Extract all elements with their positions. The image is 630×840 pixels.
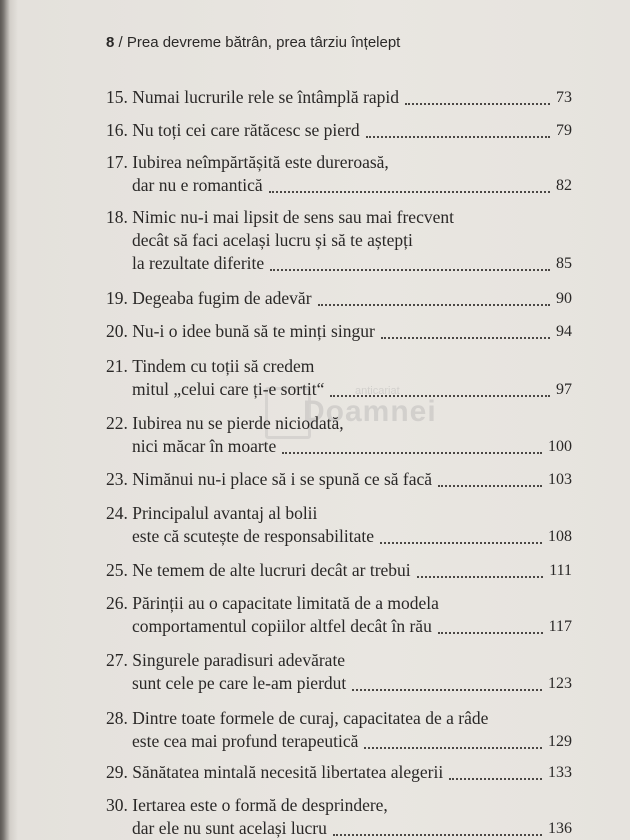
watermark-small-text: anticariat: [355, 385, 400, 397]
toc-entry-title: Sănătatea mintală necesită libertatea alegerii: [132, 762, 444, 782]
toc-entry: [106, 119, 572, 142]
toc-entry-title: Tindem cu toții să credem: [132, 356, 315, 376]
watermark-text: Doamnei: [303, 395, 437, 428]
toc-entry: [106, 86, 572, 109]
toc-entry-line: [106, 119, 572, 142]
toc-entry-title: dar ele nu sunt același lucru: [132, 818, 327, 838]
toc-entry-page: 85: [556, 255, 572, 272]
dot-leader: [438, 485, 542, 487]
toc-entry: [106, 468, 572, 491]
toc-entry-line: [106, 672, 572, 695]
table-of-contents: [106, 76, 572, 840]
header-page-number: 8: [106, 34, 115, 51]
toc-entry-line: [106, 525, 572, 548]
toc-entry-line: [106, 817, 572, 840]
toc-entry-page: 117: [548, 618, 572, 635]
toc-entry-number: 19.: [106, 288, 128, 308]
toc-entry-number: 23.: [106, 469, 128, 489]
toc-entry-line: [106, 794, 572, 817]
toc-entry-title: Nu toți cei care rătăcesc se pierd: [132, 120, 360, 140]
toc-entry-title: comportamentul copiilor altfel decât în rău: [132, 616, 432, 636]
toc-entry-line: [106, 287, 572, 310]
toc-entry-number: 25.: [106, 560, 128, 580]
toc-entry-title: Nu-i o idee bună să te minți singur: [132, 321, 375, 341]
toc-entry: [106, 151, 572, 197]
dot-leader: [270, 269, 550, 271]
toc-entry-page: 100: [548, 438, 572, 455]
toc-entry: [106, 320, 572, 343]
toc-entry-line: [106, 174, 572, 197]
toc-entry-line: [106, 86, 572, 109]
toc-entry-number: 22.: [106, 413, 128, 433]
toc-entry-number: 27.: [106, 650, 128, 670]
toc-entry-title: este cea mai profund terapeutică: [132, 731, 359, 751]
toc-entry-line: [106, 502, 572, 525]
toc-entry-title: Singurele paradisuri adevărate: [132, 650, 346, 670]
toc-entry-line: [106, 707, 572, 730]
toc-entry-line: [106, 730, 572, 753]
toc-entry-page: 82: [556, 177, 572, 194]
toc-entry-line: [106, 412, 572, 435]
toc-entry-title: Degeaba fugim de adevăr: [132, 288, 312, 308]
dot-leader: [417, 576, 544, 578]
toc-entry-line: [106, 435, 572, 458]
toc-entry-page: 133: [548, 764, 572, 781]
toc-entry-number: 21.: [106, 356, 128, 376]
toc-entry: [106, 761, 572, 784]
dot-leader: [352, 689, 542, 691]
toc-entry: [106, 287, 572, 310]
toc-entry-page: 79: [556, 122, 572, 139]
toc-entry: [106, 592, 572, 638]
toc-entry-page: 90: [556, 290, 572, 307]
toc-entry-page: 108: [548, 528, 572, 545]
toc-entry-page: 94: [556, 323, 572, 340]
toc-entry-title: sunt cele pe care le-am pierdut: [132, 673, 347, 693]
toc-entry-line: [106, 615, 572, 638]
toc-entry-page: 136: [548, 820, 572, 837]
dot-leader: [269, 191, 550, 193]
toc-entry: [106, 559, 572, 582]
toc-entry: [106, 649, 572, 695]
toc-entry: [106, 206, 572, 275]
toc-entry-title: Ne temem de alte lucruri decât ar trebui: [132, 560, 411, 580]
toc-entry-number: 24.: [106, 503, 128, 523]
toc-entry-number: 29.: [106, 762, 128, 782]
toc-entry-line: [106, 649, 572, 672]
toc-entry-page: 103: [548, 471, 572, 488]
toc-entry-line: [106, 229, 572, 252]
toc-entry-title: Iubirea neîmpărtășită este dureroasă,: [132, 152, 389, 172]
toc-entry-number: 18.: [106, 207, 128, 227]
toc-entry-title: Iertarea este o formă de desprindere,: [132, 795, 388, 815]
toc-entry-title: la rezultate diferite: [132, 253, 265, 273]
toc-entry-line: [106, 468, 572, 491]
dot-leader: [366, 136, 550, 138]
toc-entry-title: Iubirea nu se pierde niciodată,: [132, 413, 344, 433]
toc-entry-line: [106, 592, 572, 615]
toc-entry-line: [106, 355, 572, 378]
header-title: Prea devreme bătrân, prea târziu înțelept: [126, 34, 401, 51]
dot-leader: [364, 747, 542, 749]
toc-entry-page: 73: [556, 89, 572, 106]
toc-entry-title: Principalul avantaj al bolii: [132, 503, 318, 523]
toc-entry-number: 30.: [106, 795, 128, 815]
dot-leader: [282, 452, 542, 454]
running-header: [106, 34, 400, 51]
spine-shadow: [0, 0, 10, 840]
toc-entry-title: Părinții au o capacitate limitată de a modela: [132, 593, 439, 613]
dot-leader: [438, 632, 543, 634]
header-separator: /: [118, 34, 123, 51]
toc-entry-title: Nimănui nu-i place să i se spună ce să facă: [132, 469, 433, 489]
dot-leader: [333, 834, 542, 836]
toc-entry-page: 111: [549, 562, 572, 579]
toc-entry-title: Nimic nu-i mai lipsit de sens sau mai frecvent: [132, 207, 454, 227]
dot-leader: [449, 778, 542, 780]
toc-entry-line: [106, 151, 572, 174]
dot-leader: [318, 304, 550, 306]
toc-entry-page: 97: [556, 381, 572, 398]
toc-entry-title: dar nu e romantică: [132, 175, 263, 195]
dot-leader: [380, 542, 542, 544]
toc-entry: [106, 707, 572, 753]
toc-entry-number: 20.: [106, 321, 128, 341]
toc-entry-page: 129: [548, 733, 572, 750]
toc-entry-page: 123: [548, 675, 572, 692]
dot-leader: [381, 337, 550, 339]
toc-entry-number: 17.: [106, 152, 128, 172]
toc-entry-number: 16.: [106, 120, 128, 140]
toc-entry-title: mitul „celui care ți-e sortit“: [132, 379, 325, 399]
toc-entry-line: [106, 559, 572, 582]
toc-entry-title: nici măcar în moarte: [132, 436, 277, 456]
dot-leader: [405, 103, 550, 105]
toc-entry-title: Dintre toate formele de curaj, capacitatea de a râde: [132, 708, 489, 728]
toc-entry-title: este că scutește de responsabilitate: [132, 526, 374, 546]
toc-entry: [106, 794, 572, 840]
toc-entry-number: 15.: [106, 87, 128, 107]
toc-entry-line: [106, 761, 572, 784]
toc-entry-number: 28.: [106, 708, 128, 728]
toc-entry-line: [106, 252, 572, 275]
toc-entry-title: decât să faci același lucru și să te aștepți: [132, 230, 413, 250]
toc-entry-title: Numai lucrurile rele se întâmplă rapid: [132, 87, 400, 107]
toc-entry: [106, 502, 572, 548]
toc-entry-line: [106, 206, 572, 229]
toc-entry-number: 26.: [106, 593, 128, 613]
toc-entry-line: [106, 320, 572, 343]
